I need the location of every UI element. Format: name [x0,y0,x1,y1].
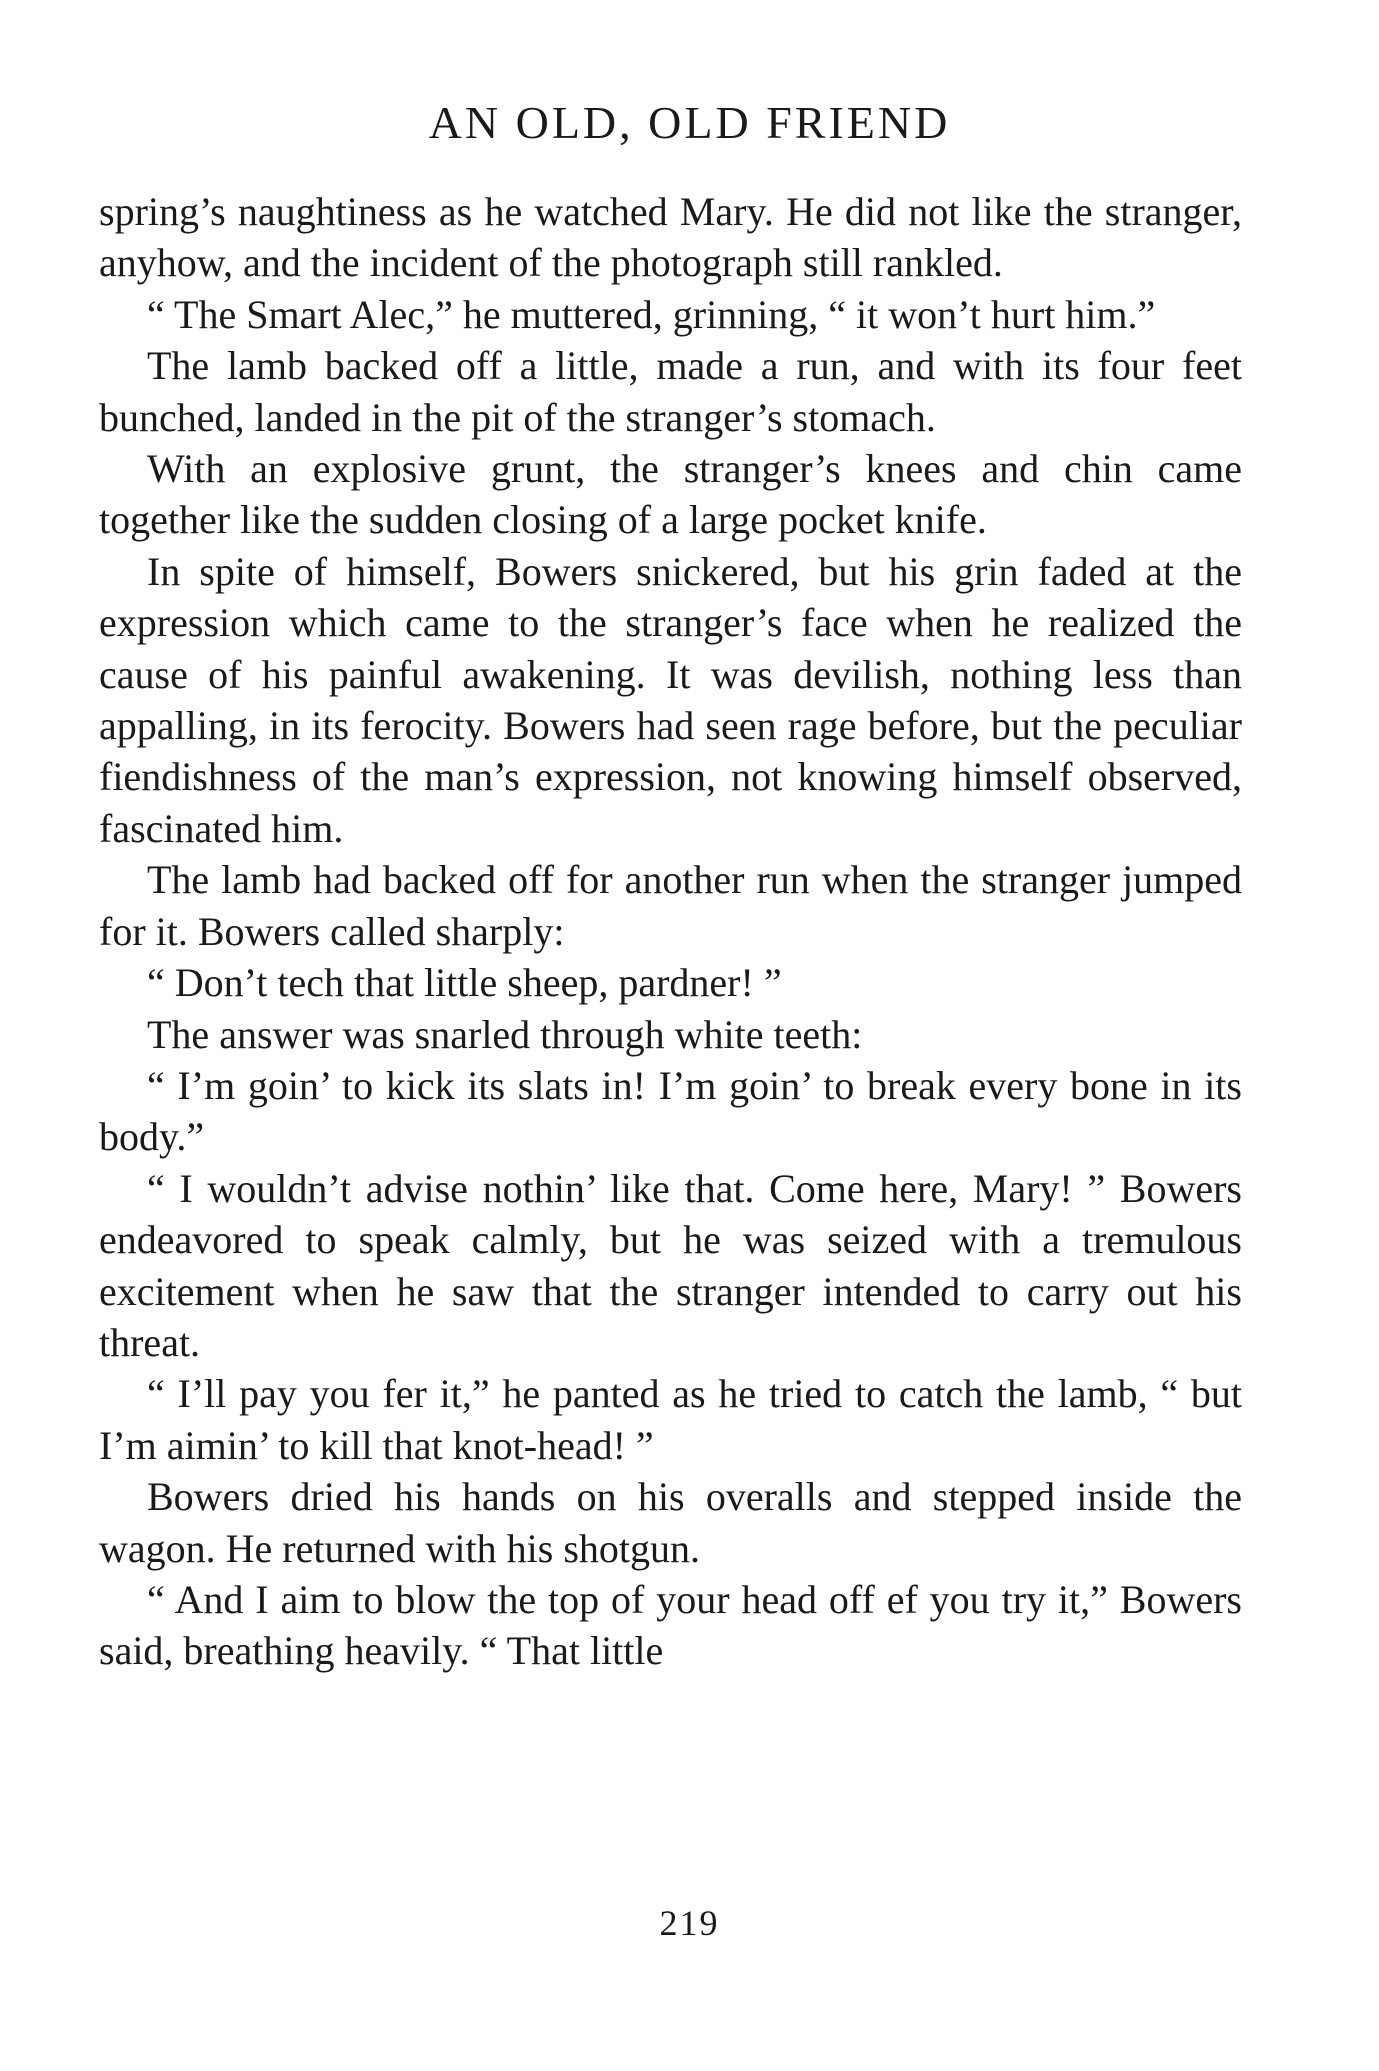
running-head-title: AN OLD, OLD FRIEND [428,97,951,148]
paragraph: In spite of himself, Bowers snickered, but his grin faded at the expression which came to the stranger’s face when he realized the cause of his painful awakening. It was devilish, nothing less than appalling, in its ferocity. Bowers had seen rage before, but the peculiar fiendishness of the man’s expression, not knowing himself observed, fascinated him. [99,548,1242,851]
paragraph: With an explosive grunt, the stranger’s knees and chin came together like the sudden closing of a large pocket knife. [99,446,1242,543]
paragraph: The lamb had backed off for another run when the stranger jumped for it. Bowers called sharply: [99,857,1242,954]
paragraph: “ Don’t tech that little sheep, pardner! ” [147,960,782,1006]
paragraph: “ I’m goin’ to kick its slats in! I’m goin’ to break every bone in its body.” [99,1062,1242,1160]
paragraph: Bowers dried his hands on his overalls and stepped inside the wagon. He returned with his shotgun. [99,1474,1242,1571]
paragraph: “ I’ll pay you fer it,” he panted as he tried to catch the lamb, “ but I’m aimin’ to kill that knot-head! ” [99,1371,1242,1468]
body-text [99,186,1242,1677]
page-number: 219 [659,1903,720,1943]
paragraph-continued: spring’s naughtiness as he watched Mary. He did not like the stranger, anyhow, and the incident of the photograph still rankled. [99,189,1242,286]
paragraph: The answer was snarled through white teeth: [147,1011,863,1057]
paragraph: “ The Smart Alec,” he muttered, grinning, “ it won’t hurt him.” [147,291,1156,337]
paragraph: “ I wouldn’t advise nothin’ like that. Come here, Mary! ” Bowers endeavored to speak calmly, but he was seized with a tremulous excitement when he saw that the stranger intended to carry out his threat. [99,1165,1242,1365]
paragraph: The lamb backed off a little, made a run, and with its four feet bunched, landed in the pit of the stranger’s stomach. [99,343,1242,440]
paragraph: “ And I aim to blow the top of your head off ef you try it,” Bowers said, breathing heavily. “ That little [99,1576,1242,1674]
